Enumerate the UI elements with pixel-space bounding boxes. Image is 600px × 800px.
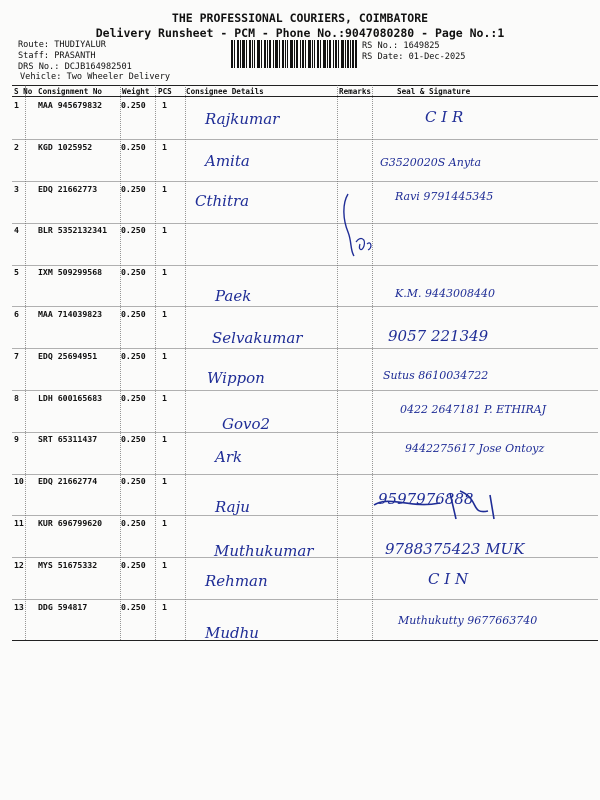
row-consignment-no: KUR 696799620 — [38, 518, 103, 528]
row-sno: 11 — [14, 518, 24, 528]
row-signature: C I N — [428, 569, 469, 588]
col-header-pcs: PCS — [158, 87, 172, 96]
row-pcs: 1 — [162, 601, 167, 612]
row-consignment-no: KGD 1025952 — [38, 141, 93, 152]
row-pcs: 1 — [162, 350, 167, 361]
row-consignment-no: SRT 65311437 — [38, 434, 98, 445]
row-signature: Muthukutty 9677663740 — [398, 613, 538, 627]
row-weight: 0.250 — [121, 518, 146, 528]
remarks-bracket-mark — [340, 190, 375, 260]
row-weight: 0.250 — [121, 392, 146, 403]
row-weight: 0.250 — [121, 559, 146, 570]
row-consignee-name: Muthukumar — [214, 542, 314, 560]
row-pcs: 1 — [162, 518, 167, 528]
row-weight: 0.250 — [121, 141, 146, 152]
rs-number: RS No.: 1649825 — [362, 41, 440, 51]
row-consignment-no: MAA 945679832 — [38, 100, 103, 110]
row-sno: 10 — [14, 476, 24, 487]
row-weight: 0.250 — [121, 183, 146, 194]
row-consignment-no: EDQ 21662774 — [38, 476, 98, 487]
row-pcs: 1 — [162, 434, 167, 445]
row-weight: 0.250 — [121, 100, 146, 110]
row-pcs: 1 — [162, 559, 167, 570]
row-weight: 0.250 — [121, 309, 146, 319]
row-weight: 0.250 — [121, 267, 146, 278]
barcode-icon — [231, 40, 357, 68]
row-pcs: 1 — [162, 267, 167, 278]
row-signature: 9597976888 — [378, 490, 474, 509]
row-consignee-name: Rajkumar — [205, 110, 280, 128]
row-sno: 4 — [14, 225, 19, 236]
row-consignment-no: EDQ 25694951 — [38, 350, 98, 361]
col-header-weight: Weight — [122, 87, 150, 96]
col-header-consignee: Consignee Details — [186, 87, 264, 96]
row-signature: Sutus 8610034722 — [383, 368, 489, 382]
row-consignee-name: Cthitra — [195, 191, 250, 210]
row-sno: 6 — [14, 309, 19, 319]
row-consignee-name: Wippon — [207, 368, 265, 387]
col-header-seal: Seal & Signature — [397, 87, 471, 96]
row-consignee-name: Paek — [215, 287, 252, 306]
row-sno: 1 — [14, 100, 19, 110]
col-header-consignment: Consignment No — [38, 87, 103, 96]
row-consignee-name: Govo2 — [222, 414, 271, 433]
row-pcs: 1 — [162, 100, 167, 110]
row-pcs: 1 — [162, 141, 167, 152]
row-pcs: 1 — [162, 476, 167, 487]
row-weight: 0.250 — [121, 476, 146, 487]
row-weight: 0.250 — [121, 350, 146, 361]
vehicle-label: Vehicle: Two Wheeler Delivery — [20, 72, 171, 82]
row-signature: 9788375423 MUK — [385, 540, 525, 558]
row-consignee-name: Mudhu — [205, 623, 259, 642]
row-consignee-name: Raju — [215, 498, 250, 517]
row-sno: 12 — [14, 559, 24, 570]
row-sno: 13 — [14, 601, 24, 612]
row-consignment-no: DDG 594817 — [38, 601, 88, 612]
row-sno: 8 — [14, 392, 19, 403]
row-signature: C I R — [425, 108, 464, 126]
row-signature: 0422 2647181 P. ETHIRAJ — [400, 402, 547, 416]
row-pcs: 1 — [162, 309, 167, 319]
row-signature: K.M. 9443008440 — [395, 287, 495, 301]
route-label: Route: THUDIYALUR — [18, 40, 106, 50]
signature-scribble-mark — [370, 485, 590, 525]
row-consignee-name: Ark — [215, 448, 243, 467]
row-pcs: 1 — [162, 392, 167, 403]
row-consignment-no: EDQ 21662773 — [38, 183, 98, 194]
col-header-sno: S No — [14, 87, 33, 96]
row-consignment-no: LDH 600165683 — [38, 392, 103, 403]
row-consignee-name: Selvakumar — [212, 329, 303, 347]
row-signature: G3520020S Anyta — [380, 155, 482, 169]
row-consignee-name: Amita — [205, 151, 250, 170]
col-header-remarks: Remarks — [339, 87, 372, 96]
company-title: THE PROFESSIONAL COURIERS, COIMBATORE — [171, 11, 429, 25]
row-sno: 7 — [14, 350, 19, 361]
staff-label: Staff: PRASANTH — [18, 51, 96, 61]
row-consignment-no: IXM 509299568 — [38, 267, 103, 278]
drs-label: DRS No.: DCJB164982501 — [18, 62, 132, 72]
row-sno: 3 — [14, 183, 19, 194]
row-signature: Ravi 9791445345 — [395, 189, 494, 203]
row-consignment-no: MAA 714039823 — [38, 309, 103, 319]
row-weight: 0.250 — [121, 601, 146, 612]
row-weight: 0.250 — [121, 225, 146, 236]
row-weight: 0.250 — [121, 434, 146, 445]
runsheet-subtitle: Delivery Runsheet - PCM - Phone No.:9047080280 - Page No.:1 — [95, 26, 505, 40]
row-sno: 9 — [14, 434, 19, 445]
row-sno: 2 — [14, 141, 19, 152]
rs-date: RS Date: 01-Dec-2025 — [362, 52, 466, 62]
row-consignment-no: MYS 51675332 — [38, 559, 98, 570]
row-consignment-no: BLR 5352132341 — [38, 225, 108, 236]
row-pcs: 1 — [162, 183, 167, 194]
row-consignee-name: Rehman — [205, 571, 268, 590]
row-sno: 5 — [14, 267, 19, 278]
row-signature: 9442275617 Jose Ontoyz — [405, 442, 545, 456]
row-signature: 9057 221349 — [388, 327, 489, 345]
row-pcs: 1 — [162, 225, 167, 236]
